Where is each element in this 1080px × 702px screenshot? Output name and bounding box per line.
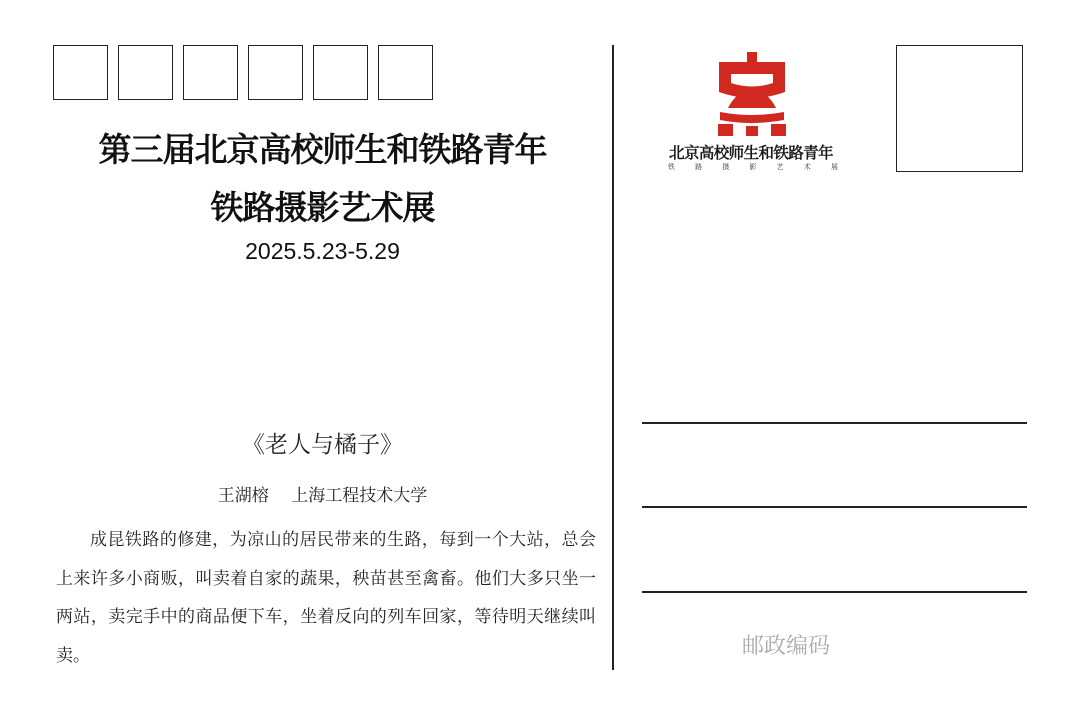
recipient-postcode-boxes [53, 45, 433, 100]
photo-description: 成昆铁路的修建，为凉山的居民带来的生路，每到一个大站，总会上来许多小商贩，叫卖着自家的蔬果，秧苗甚至禽畜。他们大多只坐一两站，卖完手中的商品便下车，坐着反向的列车回家，等待明天继续叫卖。 [56, 530, 596, 666]
postcode-label: 邮政编码 [741, 634, 830, 659]
logo-subtitle-char: 影 [749, 163, 757, 171]
logo-subtitle [668, 162, 838, 172]
logo-subtitle-char: 展 [830, 163, 838, 171]
stamp-box [896, 45, 1023, 172]
logo-subtitle-char: 术 [803, 163, 811, 171]
postcode-digit-box [248, 45, 303, 100]
logo-subtitle-char: 艺 [776, 163, 784, 171]
logo-subtitle-char: 摄 [722, 163, 730, 171]
postcard-divider [612, 45, 614, 670]
address-line [642, 506, 1027, 508]
photo-work-title: 《老人与橘子》 [242, 432, 403, 458]
postcode-digit-box [118, 45, 173, 100]
address-line [642, 591, 1027, 593]
exhibition-title-line1: 第三届北京高校师生和铁路青年 [98, 130, 547, 169]
railway-station-logo-icon [716, 50, 788, 138]
photo-author-line: 王湖榕 上海工程技术大学 [217, 486, 428, 506]
exhibition-title-line2: 铁路摄影艺术展 [210, 188, 435, 227]
postcode-digit-box [183, 45, 238, 100]
postcode-digit-box [313, 45, 368, 100]
logo-subtitle-char: 路 [695, 163, 703, 171]
exhibition-date: 2025.5.23-5.29 [245, 238, 400, 264]
postcode-digit-box [53, 45, 108, 100]
logo-subtitle-char: 铁 [668, 163, 675, 171]
address-line [642, 422, 1027, 424]
postcode-digit-box [378, 45, 433, 100]
logo-wordmark: 北京高校师生和铁路青年 [669, 144, 833, 162]
